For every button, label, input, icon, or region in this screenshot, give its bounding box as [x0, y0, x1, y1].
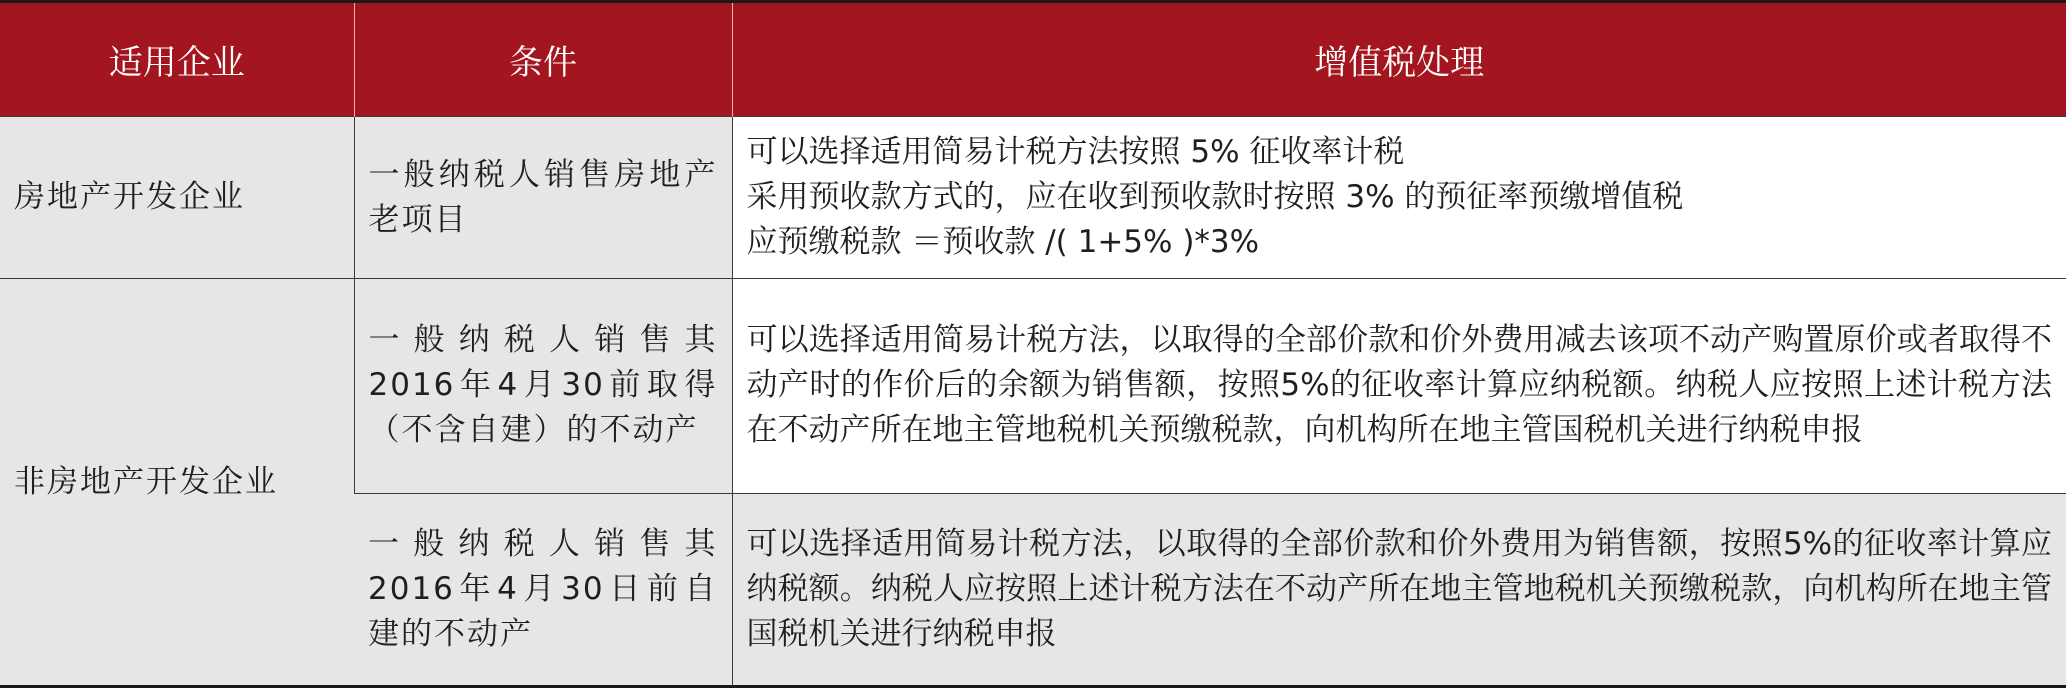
table-row — [0, 117, 2066, 279]
treatment-cell: 可以选择适用简易计税方法，以取得的全部价款和价外费用减去该项不动产购置原价或者取得不动产时的作价后的余额为销售额，按照5%的征收率计算应纳税额。纳税人应按照上述计税方法在不动产所在地主管地税机关预缴税款，向机构所在地主管国税机关进行纳税申报 — [732, 279, 2066, 494]
condition-cell: 一般纳税人销售房地产老项目 — [354, 117, 732, 279]
treatment-cell — [732, 117, 2066, 279]
treatment-line: 可以选择适用简易计税方法按照 5% 征收率计税 — [746, 134, 1405, 171]
condition-cell: 一般纳税人销售其2016年4月30日前自建的不动产 — [354, 493, 732, 686]
treatment-line: 应预缴税款 ＝预收款 /( 1+5% )*3% — [746, 224, 1260, 261]
header-applicable-enterprise: 适用企业 — [0, 2, 354, 117]
table-header-row — [0, 2, 2066, 117]
treatment-line: 采用预收款方式的，应在收到预收款时按照 3% 的预征率预缴增值税 — [746, 179, 1684, 216]
enterprise-cell: 房地产开发企业 — [0, 117, 354, 279]
table-row — [0, 279, 2066, 494]
header-vat-treatment: 增值税处理 — [732, 2, 2066, 117]
header-condition: 条件 — [354, 2, 732, 117]
treatment-cell: 可以选择适用简易计税方法，以取得的全部价款和价外费用为销售额，按照5%的征收率计算应纳税额。纳税人应按照上述计税方法在不动产所在地主管地税机关预缴税款，向机构所在地主管国税机关进行纳税申报 — [732, 493, 2066, 686]
condition-cell: 一般纳税人销售其2016年4月30前取得（不含自建）的不动产 — [354, 279, 732, 494]
enterprise-cell: 非房地产开发企业 — [0, 279, 354, 687]
